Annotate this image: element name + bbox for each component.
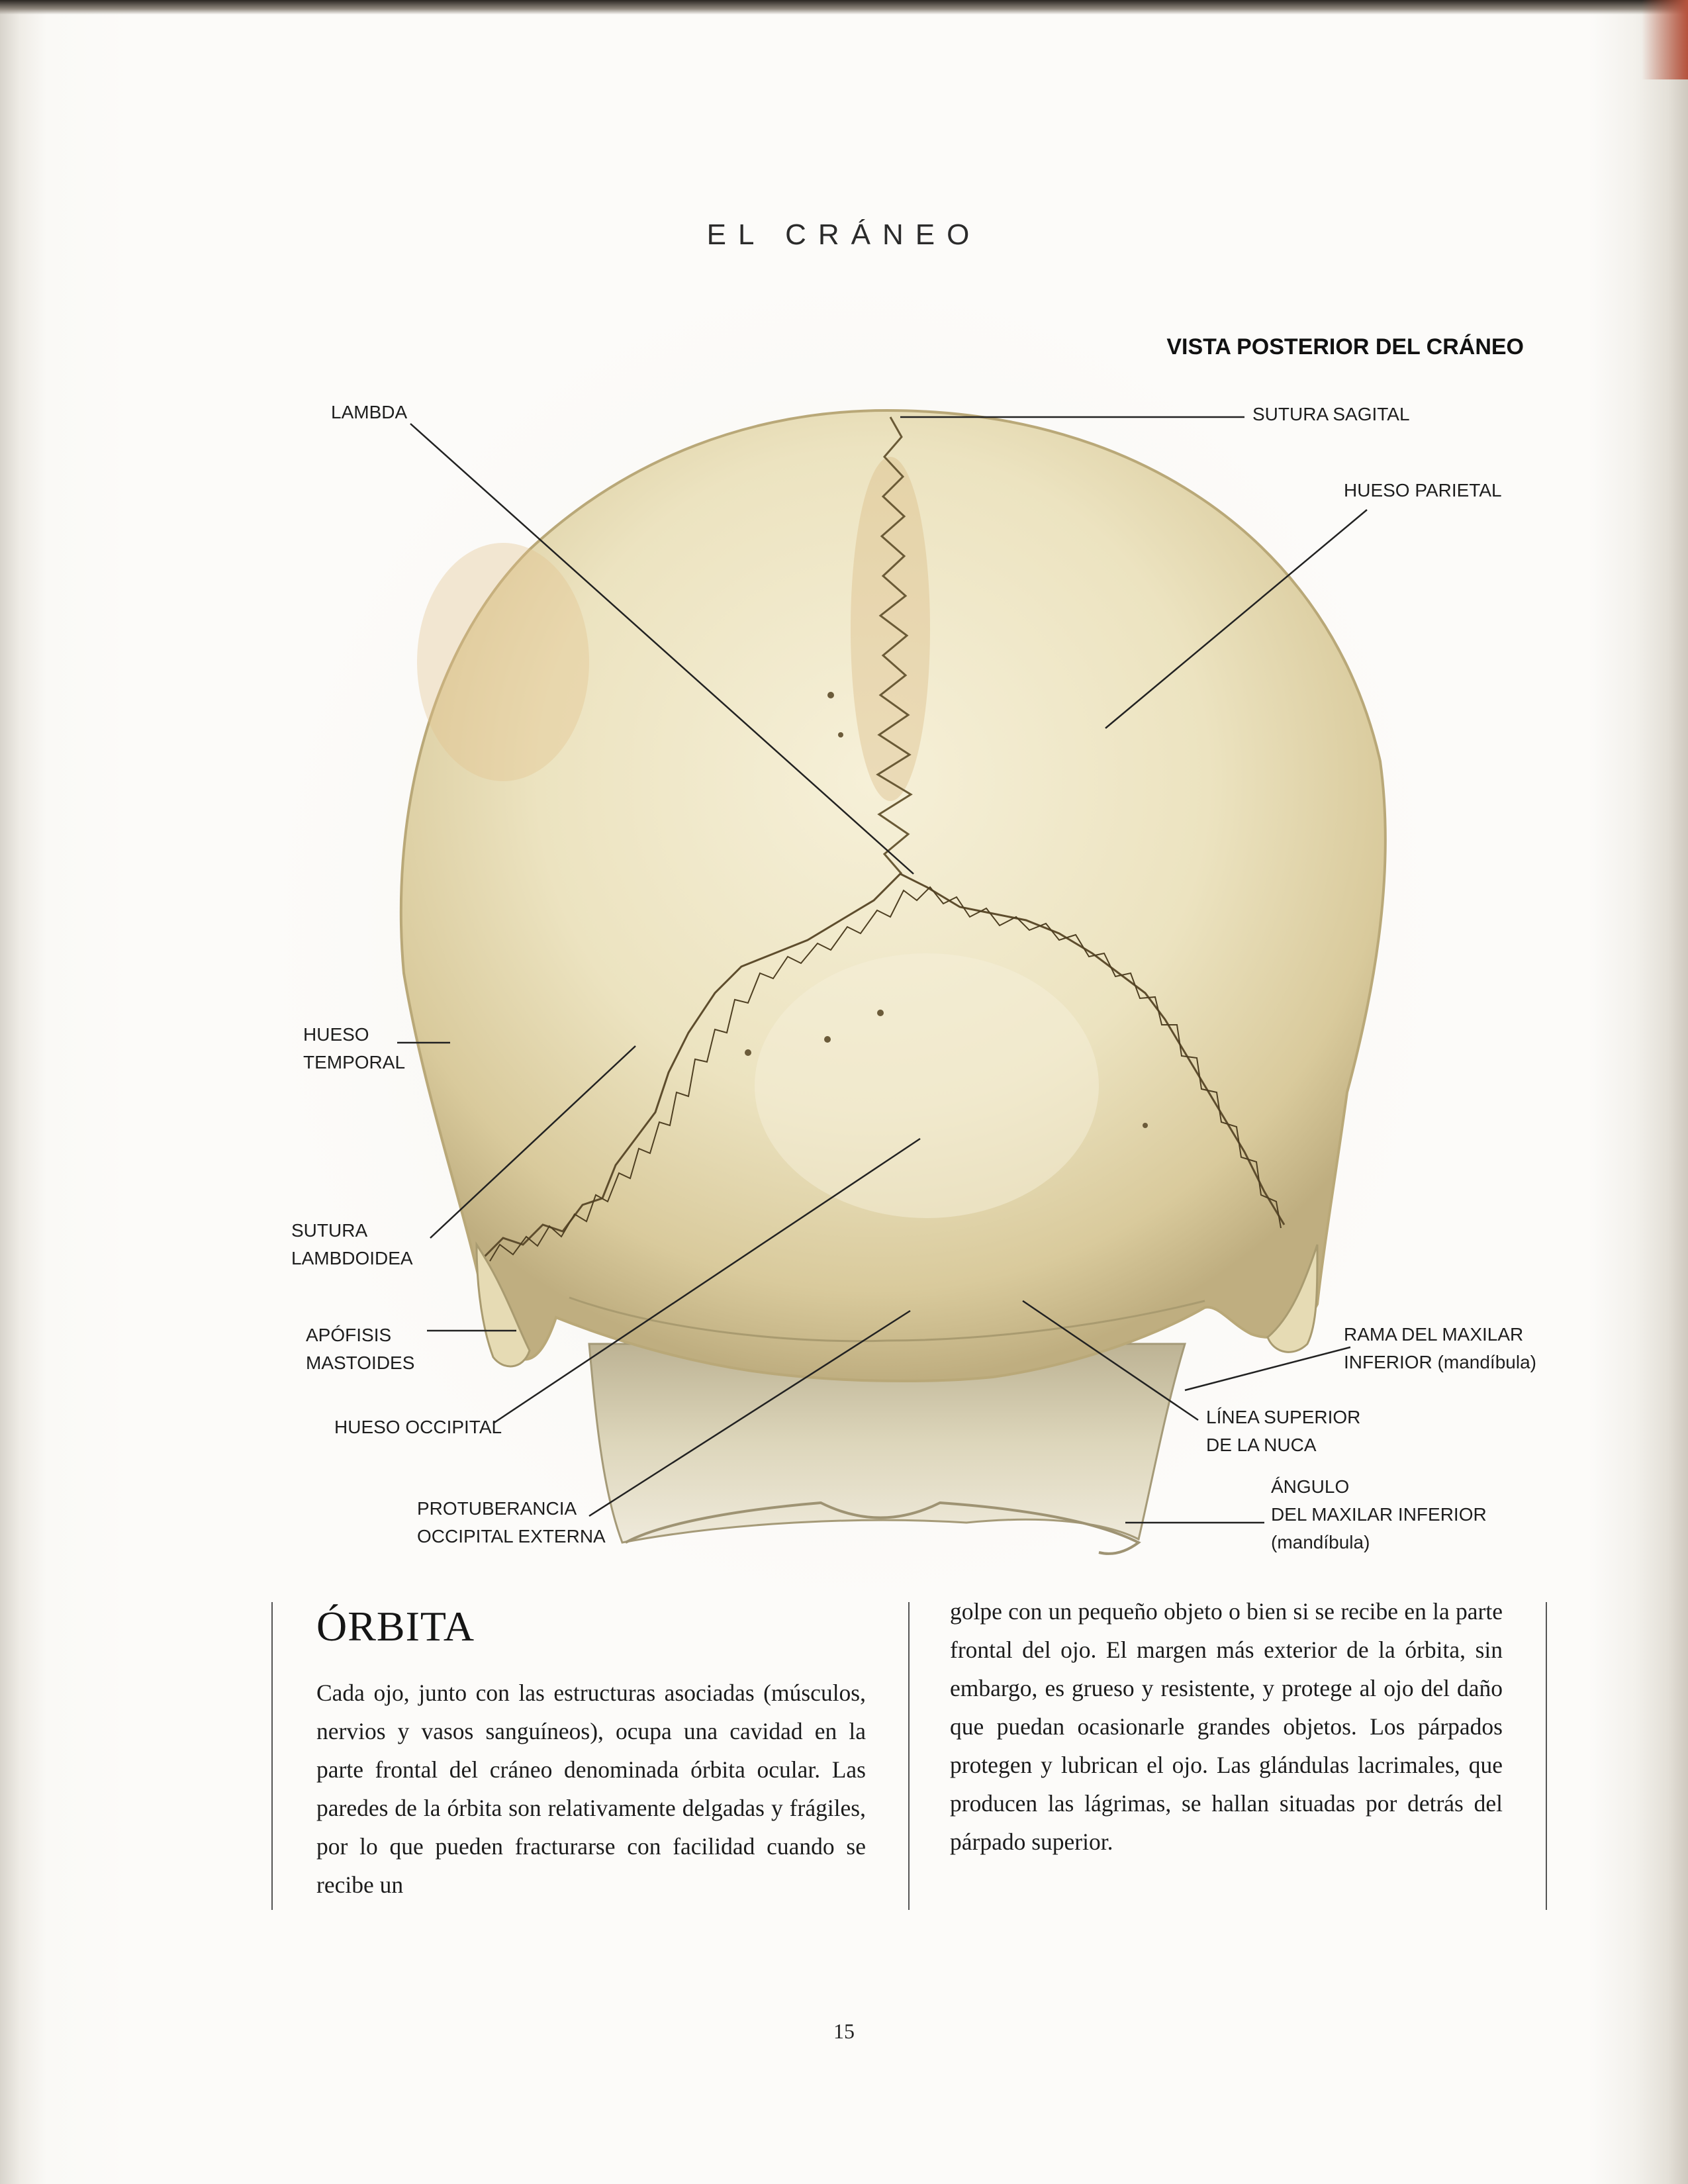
column-rule-right xyxy=(1546,1602,1547,1910)
label-hueso-temporal: HUESO TEMPORAL xyxy=(303,1024,406,1072)
label-linea-nuca: LÍNEA SUPERIOR DE LA NUCA xyxy=(1206,1407,1361,1455)
label-lambda: LAMBDA xyxy=(331,402,408,422)
article-column-1: Cada ojo, junto con las estructuras asociadas (músculos, nervios y vasos sanguíneos), ocupa una cavidad en la parte frontal del cráneo denominada órbita ocular. Las paredes de la órbita son relativamente delgadas y frágiles, por lo que pueden fracturarse con facilidad cuando se recibe un xyxy=(316,1680,866,1898)
occipital-highlight xyxy=(755,953,1099,1218)
section-title: ÓRBITA xyxy=(316,1603,475,1650)
label-protuberancia: PROTUBERANCIA OCCIPITAL EXTERNA xyxy=(417,1498,606,1546)
label-sutura-sagital: SUTURA SAGITAL xyxy=(1252,404,1410,424)
parietal-stain xyxy=(417,543,589,781)
label-angulo-maxilar: ÁNGULO DEL MAXILAR INFERIOR (mandíbula) xyxy=(1271,1476,1487,1552)
figure-title: VISTA POSTERIOR DEL CRÁNEO xyxy=(1166,334,1524,359)
page-number: 15 xyxy=(833,2019,855,2043)
column-rule-middle xyxy=(908,1602,910,1910)
label-hueso-occipital: HUESO OCCIPITAL xyxy=(334,1417,502,1437)
label-hueso-parietal: HUESO PARIETAL xyxy=(1344,480,1502,500)
article-column-2: golpe con un pequeño objeto o bien si se recibe en la parte frontal del ojo. El margen más exterior de la órbita, sin embargo, es grueso y resistente, y protege al ojo del daño que puedan ocasionarle grandes objetos. Los párpados protegen y lubrican el ojo. Las glándulas lacrimales, que producen las lágrimas, se hallan situadas por detrás del párpado superior. xyxy=(950,1598,1503,1855)
running-header: EL CRÁNEO xyxy=(706,218,982,251)
label-rama-maxilar: RAMA DEL MAXILAR INFERIOR (mandíbula) xyxy=(1344,1324,1536,1372)
sagittal-stain xyxy=(851,457,930,801)
column-rule-left xyxy=(271,1602,273,1910)
label-sutura-lambdoidea: SUTURA LAMBDOIDEA xyxy=(291,1220,413,1268)
label-apofisis-mastoides: APÓFISIS MASTOIDES xyxy=(306,1325,415,1373)
